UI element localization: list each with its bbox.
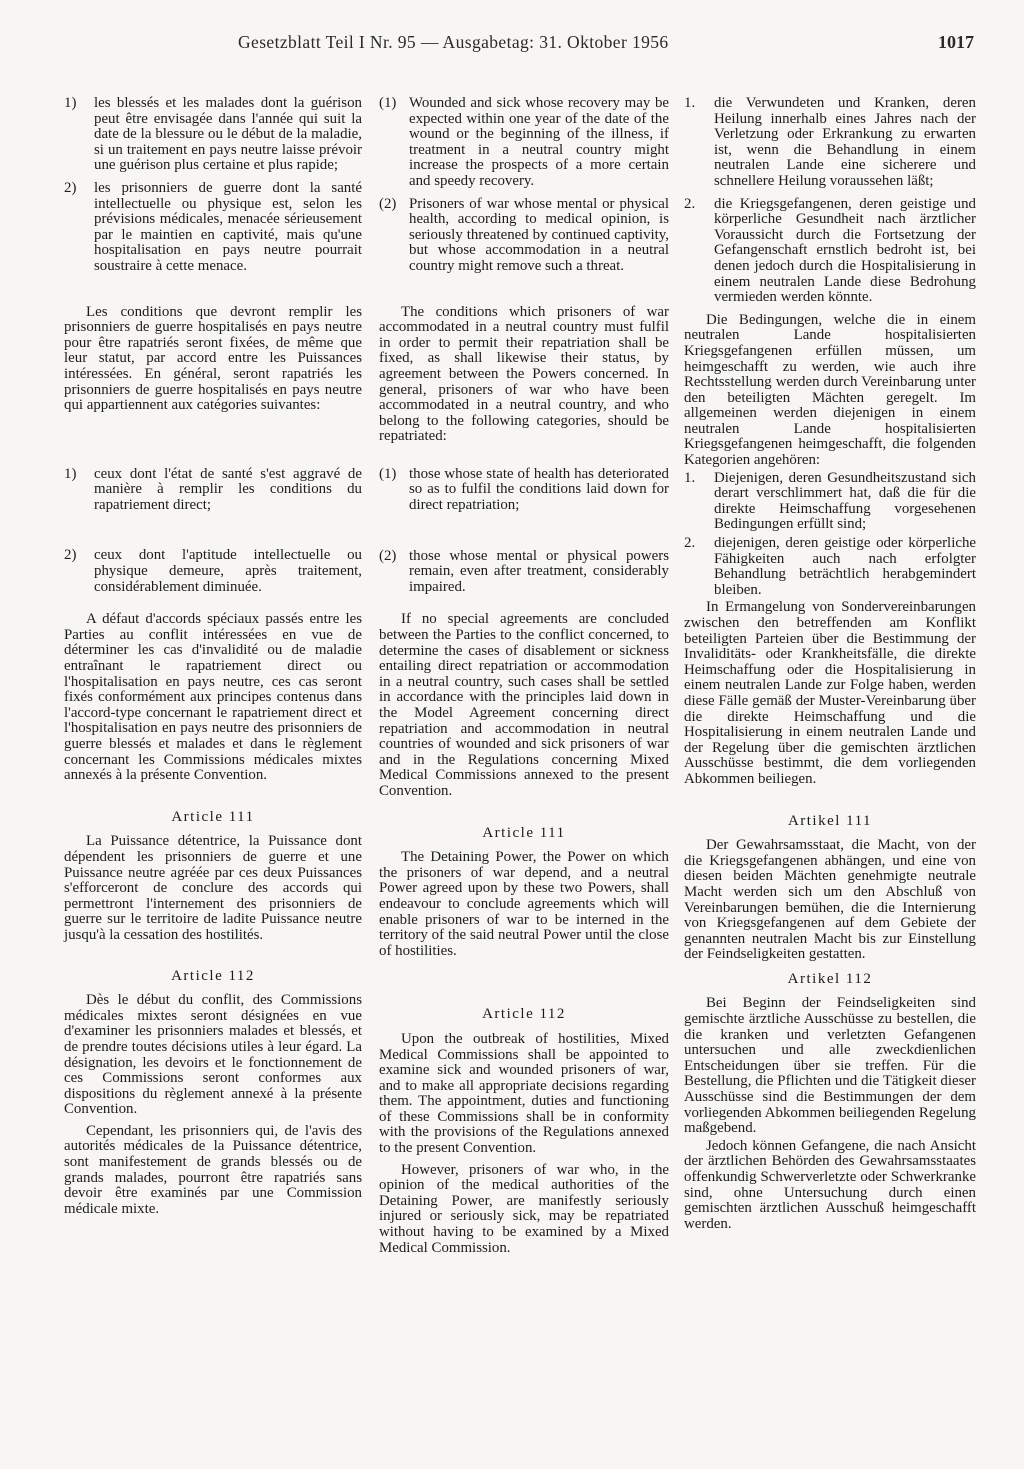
column-english <box>379 96 669 1256</box>
item-text: Prisoners of war whose mental or physical health, according to medical opinion, is seriously threatened by continued captivity, but whose accommodation in a neutral country might remove such a threat. <box>409 195 669 274</box>
item-number: (1) <box>379 465 397 482</box>
list-item <box>684 197 976 306</box>
item-number: 2. <box>684 535 696 552</box>
item-number: 2) <box>64 547 77 564</box>
item-number: 1) <box>64 95 77 111</box>
item-number: 1. <box>684 95 696 111</box>
page-number: 1017 <box>938 32 974 52</box>
item-text: les prisonniers de guerre dont la santé intellectuelle ou physique est, selon les prévisions médicales, menacée sérieusement par le maintien en captivité, mais qu'une hospitalisation en pays neutre pourrait soustraire à cette menace. <box>94 179 362 274</box>
article-heading: Article 111 <box>171 808 255 825</box>
article-text: Jedoch können Gefangene, die nach Ansicht der ärztlichen Behörden des Gewahrsamsstaates offenkundig Schwerverletzte oder Schwerkranke sind, ohne Untersuchung durch einen gemischten ärztlichen Ausschuß heimgeschafft werden. <box>684 1137 976 1232</box>
item-number: 2) <box>64 179 77 196</box>
page-header <box>0 32 1024 56</box>
article-text: La Puissance détentrice, la Puissance dont dépendent les prisonniers de guerre et une Puissance neutre agréée par ces deux Puissances s'efforceront de conclure des accords qui permettront l'internement des prisonniers de guerre sur le territoire de ladite Puissance neutre jusqu'à la cessation des hostilités. <box>64 833 362 943</box>
list-item <box>379 467 669 514</box>
running-title: Gesetzblatt Teil I Nr. 95 — Ausgabetag: 31. Oktober 1956 <box>238 32 669 52</box>
paragraph: The conditions which prisoners of war accommodated in a neutral country must fulfil in order to permit their repatriation shall be fixed, as shall likewise their status, by agreement between the Powers concerned. In general, prisoners of war who have been accommodated in a neutral country, and who belong to the following categories, should be repatriated: <box>379 303 669 445</box>
paragraph: Die Bedingungen, welche die in einem neutralen Lande hospitalisierten Kriegsgefangenen erfüllen müssen, um heimgeschafft zu werden, wie auch ihre Rechtsstellung werden durch Vereinbarung unter den beteiligten Mächten geregelt. Im allgemeinen werden diejenigen in einem neutralen Lande hospitalisierten Kriegsgefangenen heimgeschafft, die folgenden Kategorien angehören: <box>684 311 976 469</box>
article-heading: Artikel 111 <box>787 812 873 829</box>
article-text: Dès le début du conflit, des Commissions médicales mixtes seront désignées en vue d'examiner les prisonniers malades et blessés, et de prendre toutes décisions utiles à leur égard. La désignation, les devoirs et le fonctionnement de ces Commissions seront conformes aux dispositions du règlement annexé à la présente Convention. <box>64 992 362 1118</box>
item-text: les blessés et les malades dont la guérison peut être envisagée dans l'année qui suit la date de la blessure ou le début de la maladie, si un traitement en pays neutre laisse prévoir une guérison plus certaine et plus rapide; <box>94 95 362 174</box>
column-german <box>684 96 976 1232</box>
list-item <box>379 96 669 190</box>
item-number: (2) <box>379 195 397 212</box>
item-number: 1. <box>684 469 696 486</box>
item-number: (1) <box>379 95 397 111</box>
item-text: those whose state of health has deteriorated so as to fulfil the conditions laid down for direct repatriation; <box>409 465 669 514</box>
item-text: ceux dont l'état de santé s'est aggravé de manière à remplir les conditions du rapatriement direct; <box>94 465 362 513</box>
list-item <box>379 549 669 596</box>
article-heading: Article 112 <box>482 1006 566 1023</box>
article-heading: Artikel 112 <box>787 970 873 987</box>
column-french <box>64 96 362 1217</box>
item-text: those whose mental or physical powers remain, even after treatment, considerably impaired. <box>409 547 669 595</box>
list-item <box>684 536 976 598</box>
article-text: Upon the outbreak of hostilities, Mixed Medical Commissions shall be appointed to examine sick and wounded prisoners of war, and to make all appropriate decisions regarding them. The appointment, duties and functioning of these Commissions shall be in conformity with the provisions of the Regulations annexed to the present Convention. <box>379 1030 669 1157</box>
paragraph: In Ermangelung von Sondervereinbarungen zwischen den betreffenden am Konflikt beteiligten Parteien über die Bestimmung der Invaliditäts- oder Krankheitsfälle, die direkte Heimschaffung oder die Hospitalisierung in einem neutralen Lande zur Folge haben, werden diese Fälle gemäß der Muster-Vereinbarung über die direkte Heimschaffung und die Hospitalisierung in einem neutralen Lande und der Regelung über die gemischten ärztlichen Ausschüsse bestimmt, die dem vorliegenden Abkommen beiliegen. <box>684 599 976 787</box>
paragraph: Les conditions que devront remplir les prisonniers de guerre hospitalisés en pays neutre pour être rapatriés seront fixées, de même que leur statut, par accord entre les Puissances intéressées. En général, seront rapatriés les prisonniers de guerre hospitalisés en pays neutre qui appartiennent aux catégories suivantes: <box>64 303 362 414</box>
item-text: Diejenigen, deren Gesundheitszustand sich derart verschlimmert hat, daß die für die direkte Heimschaffung vorgesehenen Bedingungen erfüllt sind; <box>714 469 976 533</box>
item-text: Wounded and sick whose recovery may be expected within one year of the date of the wound or the beginning of the illness, if treatment in a neutral country might increase the prospects of a more certain and speedy recovery. <box>409 95 669 189</box>
item-text: diejenigen, deren geistige oder körperliche Fähigkeiten auch nach erfolgter Behandlung beträchtlich herabgemindert bleiben. <box>714 535 976 598</box>
article-text: Cependant, les prisonniers qui, de l'avis des autorités médicales de la Puissance détentrice, sont manifestement de grands blessés ou de grands malades, pourront être rapatriés sans devoir être examinés par une Commission médicale mixte. <box>64 1122 362 1217</box>
list-item <box>64 467 362 514</box>
article-text: Der Gewahrsamsstaat, die Macht, von der die Kriegsgefangenen abhängen, und eine von diesen beiden Mächten genehmigte neutrale Macht werden sich um den Abschluß von Vereinbarungen bemühen, die die Internierung von Kriegsgefangenen auf dem Gebiete der genannten neutralen Macht bis zur Einstellung der Feindseligkeiten gestatten. <box>684 837 976 963</box>
item-text: die Kriegsgefangenen, deren geistige und körperliche Gesundheit nach ärztlicher Voraussicht durch die Fortsetzung der Gefangenschaft ernstlich bedroht ist, bei denen jedoch durch die Hospitalisierung in einem neutralen Lande diese Bedrohung vermieden werden könnte. <box>714 195 976 306</box>
list-item <box>684 471 976 533</box>
article-heading: Article 111 <box>482 824 566 841</box>
item-number: (2) <box>379 547 397 564</box>
list-item <box>64 548 362 595</box>
list-item <box>64 96 362 174</box>
item-number: 2. <box>684 195 696 212</box>
item-text: die Verwundeten und Kranken, deren Heilung innerhalb eines Jahres nach der Verletzung oder Erkrankung zu erwarten ist, wenn die Behandlung in einem neutralen Lande eine sicherere und schnellere Heilung voraussehen läßt; <box>714 95 976 189</box>
article-text: Bei Beginn der Feindseligkeiten sind gemischte ärztliche Ausschüsse zu bestellen, die die kranken und verletzten Gefangenen untersuchen und alle zweckdienlichen Entscheidungen über sie treffen. Für die Bestellung, die Pflichten und die Tätigkeit dieser Ausschüsse sind die Bestimmungen der dem vorliegenden Abkommen beiliegenden Regelung maßgebend. <box>684 995 976 1137</box>
item-number: 1) <box>64 465 77 482</box>
paragraph: A défaut d'accords spéciaux passés entre les Parties au conflit intéressées en vue de déterminer les cas d'invalidité ou de maladie entraînant le rapatriement direct ou l'hospitalisation en pays neutre, ces cas seront fixés conformément aux principes contenus dans l'accord-type concernant le rapatriement direct et l'hospitalisation en pays neutre des prisonniers de guerre blessés et malades et dans le règlement concernant les Commissions médicales mixtes annexés à la présente Convention. <box>64 611 362 784</box>
paragraph: If no special agreements are concluded between the Parties to the conflict concerned, to determine the cases of disablement or sickness entailing direct repatriation or accommodation in a neutral country, such cases shall be settled in accordance with the principles laid down in the Model Agreement concerning direct repatriation and accommodation in neutral countries of wounded and sick prisoners of war and in the Regulations concerning Mixed Medical Commissions annexed to the present Convention. <box>379 611 669 799</box>
item-text: ceux dont l'aptitude intellectuelle ou physique demeure, après traitement, considérablement diminuée. <box>94 547 362 595</box>
article-text: The Detaining Power, the Power on which the prisoners of war depend, and a neutral Power agreed upon by these two Powers, shall endeavour to conclude agreements which will enable prisoners of war to be interned in the territory of the said neutral Power until the close of hostilities. <box>379 849 669 959</box>
article-text: However, prisoners of war who, in the opinion of the medical authorities of the Detaining Power, are manifestly seriously injured or seriously sick, may be repatriated without having to be examined by a Mixed Medical Commission. <box>379 1161 669 1256</box>
article-heading: Article 112 <box>171 967 255 984</box>
list-item <box>64 181 362 275</box>
list-item <box>379 197 669 275</box>
list-item <box>684 96 976 190</box>
